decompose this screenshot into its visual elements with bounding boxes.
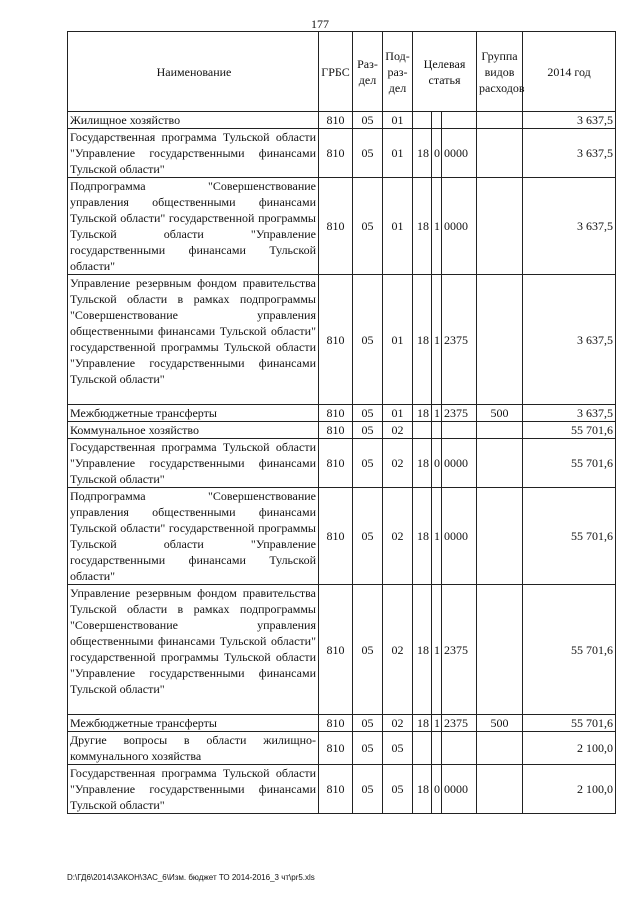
row-razdel: 05 (353, 585, 383, 715)
row-csr-direction: 2375 (442, 715, 477, 732)
row-grbs: 810 (319, 112, 353, 129)
row-csr-program (413, 732, 432, 765)
row-name: Государственная программа Тульской области "Управление государственными финансами Тульской области" (68, 765, 319, 814)
row-razdel: 05 (353, 488, 383, 585)
row-razdel: 05 (353, 439, 383, 488)
table-row (68, 178, 616, 275)
row-vr (477, 129, 523, 178)
table-row (68, 585, 616, 715)
row-podrazdel: 01 (383, 178, 413, 275)
row-razdel: 05 (353, 715, 383, 732)
row-vr: 500 (477, 715, 523, 732)
header-grbs: ГРБС (319, 32, 353, 112)
row-podrazdel: 01 (383, 129, 413, 178)
row-csr-program: 18 (413, 129, 432, 178)
row-csr-subprogram (432, 732, 442, 765)
row-grbs: 810 (319, 405, 353, 422)
row-csr-subprogram: 1 (432, 488, 442, 585)
row-podrazdel: 05 (383, 732, 413, 765)
row-grbs: 810 (319, 488, 353, 585)
row-razdel: 05 (353, 112, 383, 129)
row-name: Подпрограмма "Совершенствование управления общественными финансами Тульской области" государственной программы Тульской области "Управление государственными финансами Тульской области" (68, 178, 319, 275)
row-csr-subprogram: 1 (432, 715, 442, 732)
row-csr-subprogram (432, 112, 442, 129)
row-csr-program: 18 (413, 439, 432, 488)
row-csr-program: 18 (413, 715, 432, 732)
header-csr: Целевая статья (413, 32, 477, 112)
row-csr-direction: 0000 (442, 439, 477, 488)
row-name: Межбюджетные трансферты (68, 715, 319, 732)
row-vr (477, 765, 523, 814)
row-csr-direction: 0000 (442, 178, 477, 275)
row-name: Управление резервным фондом правительства Тульской области в рамках подпрограммы "Совершенствование управления общественными финансами Тульской области" государственной программы Тульской области "Управление государственными финансами Тульской области" (68, 585, 319, 715)
row-csr-subprogram: 1 (432, 275, 442, 405)
row-csr-program: 18 (413, 405, 432, 422)
row-csr-subprogram: 1 (432, 585, 442, 715)
row-csr-direction: 0000 (442, 129, 477, 178)
row-vr (477, 585, 523, 715)
row-podrazdel: 02 (383, 439, 413, 488)
row-sum: 3 637,5 (523, 178, 616, 275)
row-razdel: 05 (353, 422, 383, 439)
row-csr-direction: 2375 (442, 275, 477, 405)
row-vr: 500 (477, 405, 523, 422)
row-grbs: 810 (319, 585, 353, 715)
row-podrazdel: 05 (383, 765, 413, 814)
row-name: Жилищное хозяйство (68, 112, 319, 129)
row-sum: 55 701,6 (523, 585, 616, 715)
row-grbs: 810 (319, 732, 353, 765)
header-razdel: Раз-дел (353, 32, 383, 112)
table-row (68, 129, 616, 178)
row-csr-program (413, 422, 432, 439)
header-sum: 2014 год (523, 32, 616, 112)
row-razdel: 05 (353, 765, 383, 814)
row-csr-direction (442, 732, 477, 765)
row-csr-program (413, 112, 432, 129)
row-vr (477, 275, 523, 405)
row-csr-direction (442, 422, 477, 439)
row-csr-program: 18 (413, 585, 432, 715)
row-csr-subprogram: 0 (432, 765, 442, 814)
row-sum: 3 637,5 (523, 129, 616, 178)
row-csr-subprogram (432, 422, 442, 439)
table-row (68, 275, 616, 405)
table-body (68, 112, 616, 814)
table-row (68, 732, 616, 765)
row-grbs: 810 (319, 765, 353, 814)
row-sum: 55 701,6 (523, 715, 616, 732)
table-row (68, 422, 616, 439)
header-podrazdel: Под-раз-дел (383, 32, 413, 112)
row-razdel: 05 (353, 178, 383, 275)
header-row (68, 32, 616, 112)
row-name: Коммунальное хозяйство (68, 422, 319, 439)
row-csr-direction (442, 112, 477, 129)
row-csr-subprogram: 0 (432, 439, 442, 488)
row-podrazdel: 01 (383, 275, 413, 405)
row-csr-direction: 0000 (442, 765, 477, 814)
row-podrazdel: 02 (383, 715, 413, 732)
row-grbs: 810 (319, 178, 353, 275)
row-podrazdel: 01 (383, 405, 413, 422)
row-name: Государственная программа Тульской области "Управление государственными финансами Тульской области" (68, 439, 319, 488)
row-sum: 2 100,0 (523, 732, 616, 765)
file-path-footer: D:\ГД6\2014\ЗАКОН\ЗАС_6\Изм. бюджет ТО 2014-2016_3 чт\pr5.xls (67, 873, 315, 882)
row-vr (477, 439, 523, 488)
table-row (68, 439, 616, 488)
row-sum: 55 701,6 (523, 439, 616, 488)
row-csr-direction: 0000 (442, 488, 477, 585)
row-podrazdel: 02 (383, 422, 413, 439)
table-row (68, 112, 616, 129)
row-sum: 3 637,5 (523, 405, 616, 422)
row-csr-program: 18 (413, 765, 432, 814)
row-sum: 3 637,5 (523, 112, 616, 129)
row-csr-direction: 2375 (442, 405, 477, 422)
row-vr (477, 488, 523, 585)
row-podrazdel: 01 (383, 112, 413, 129)
row-csr-program: 18 (413, 488, 432, 585)
row-csr-program: 18 (413, 275, 432, 405)
row-csr-program: 18 (413, 178, 432, 275)
table-row (68, 405, 616, 422)
row-razdel: 05 (353, 405, 383, 422)
row-grbs: 810 (319, 715, 353, 732)
row-sum: 3 637,5 (523, 275, 616, 405)
row-name: Государственная программа Тульской области "Управление государственными финансами Тульской области" (68, 129, 319, 178)
table-row (68, 765, 616, 814)
budget-table (67, 31, 616, 814)
row-vr (477, 422, 523, 439)
row-csr-subprogram: 1 (432, 405, 442, 422)
row-name: Управление резервным фондом правительства Тульской области в рамках подпрограммы "Совершенствование управления общественными финансами Тульской области" государственной программы Тульской области "Управление государственными финансами Тульской области" (68, 275, 319, 405)
header-vr: Группа видов расходов (477, 32, 523, 112)
row-sum: 55 701,6 (523, 488, 616, 585)
row-razdel: 05 (353, 275, 383, 405)
row-podrazdel: 02 (383, 585, 413, 715)
row-csr-direction: 2375 (442, 585, 477, 715)
header-name: Наименование (68, 32, 319, 112)
row-sum: 55 701,6 (523, 422, 616, 439)
row-csr-subprogram: 0 (432, 129, 442, 178)
row-razdel: 05 (353, 732, 383, 765)
row-razdel: 05 (353, 129, 383, 178)
row-csr-subprogram: 1 (432, 178, 442, 275)
row-grbs: 810 (319, 422, 353, 439)
row-name: Подпрограмма "Совершенствование управления общественными финансами Тульской области" государственной программы Тульской области "Управление государственными финансами Тульской области" (68, 488, 319, 585)
row-vr (477, 732, 523, 765)
page-number: 177 (311, 17, 329, 31)
table-row (68, 715, 616, 732)
row-grbs: 810 (319, 439, 353, 488)
row-vr (477, 112, 523, 129)
row-name: Другие вопросы в области жилищно-коммунального хозяйства (68, 732, 319, 765)
row-podrazdel: 02 (383, 488, 413, 585)
row-grbs: 810 (319, 275, 353, 405)
row-grbs: 810 (319, 129, 353, 178)
row-name: Межбюджетные трансферты (68, 405, 319, 422)
table-row (68, 488, 616, 585)
row-vr (477, 178, 523, 275)
row-sum: 2 100,0 (523, 765, 616, 814)
